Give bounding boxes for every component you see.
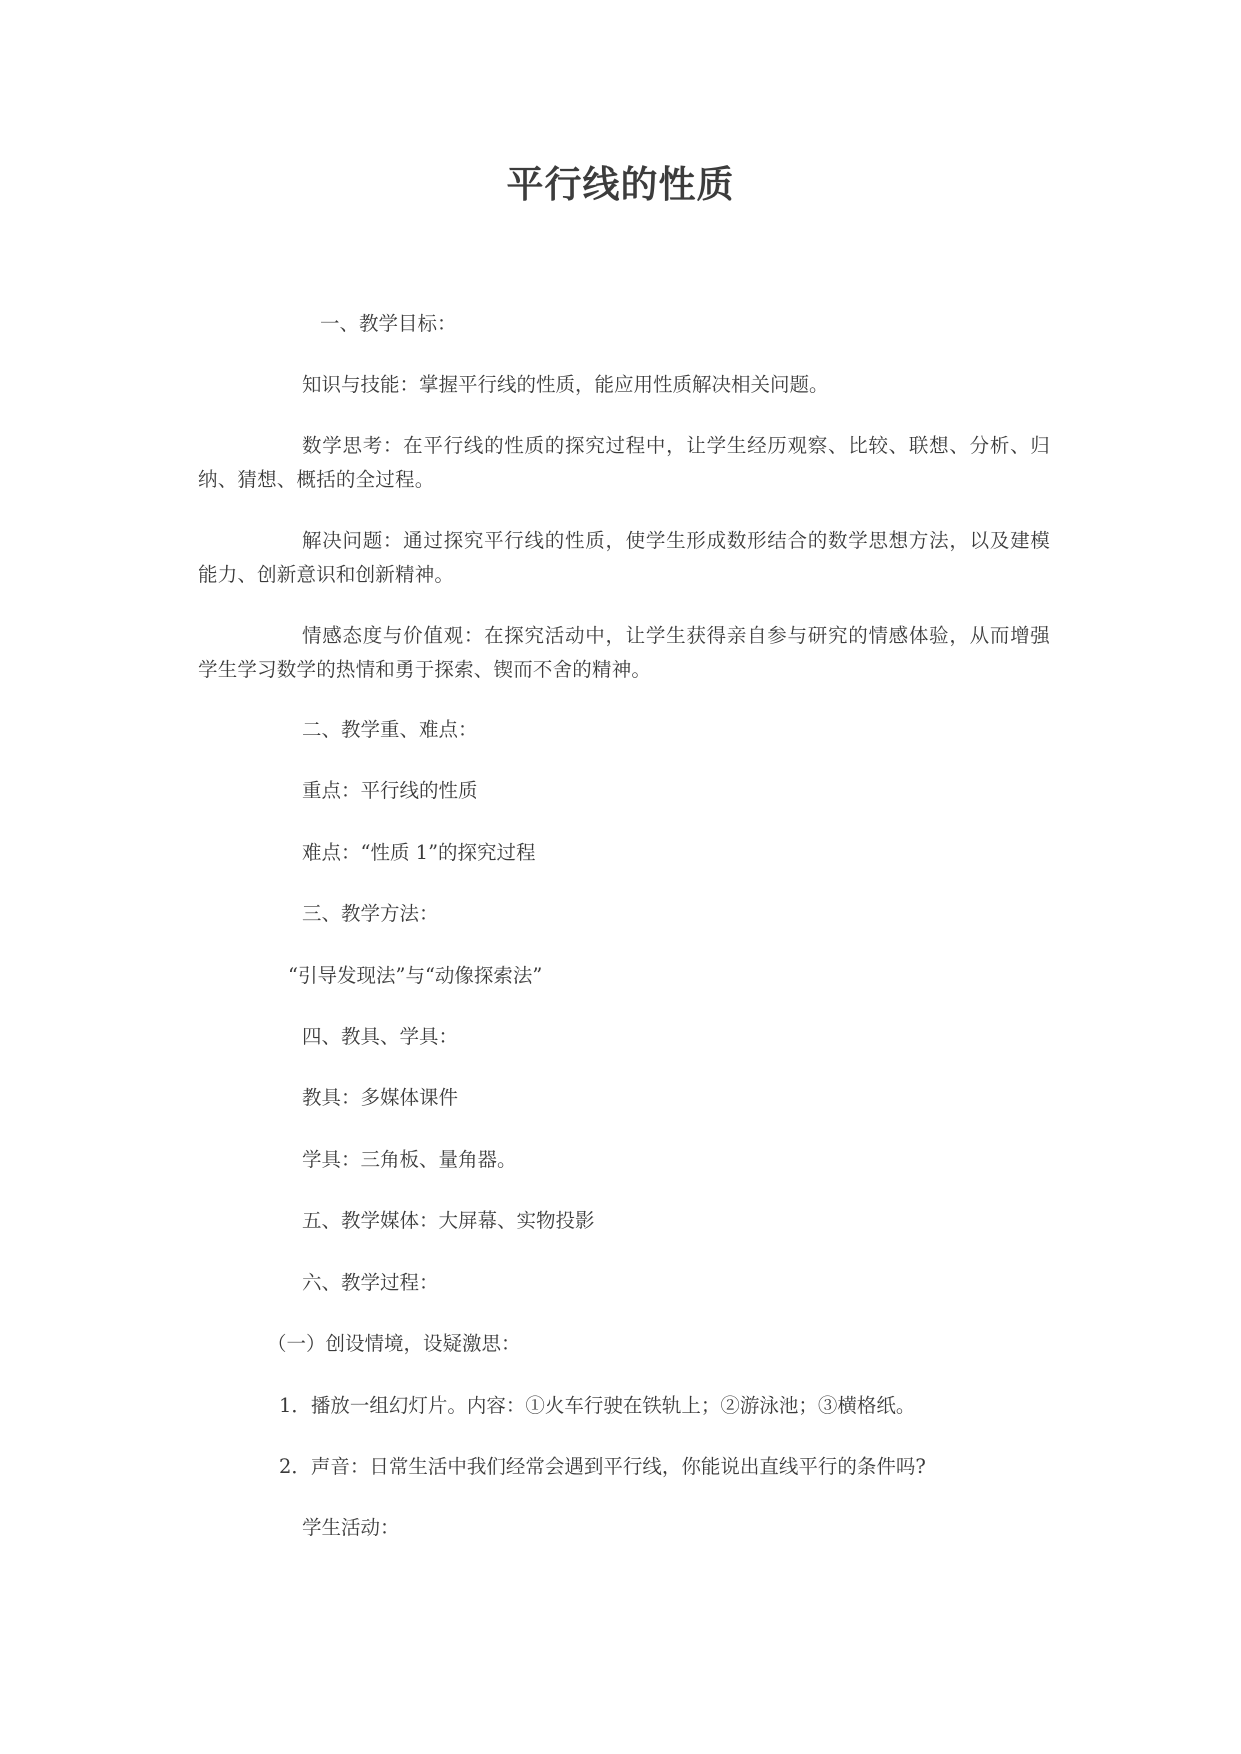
paragraph-problem-solving: 解决问题：通过探究平行线的性质，使学生形成数形结合的数学思想方法，以及建模能力、创新意识和创新精神。 — [198, 529, 1050, 586]
paragraph-emotional-attitude: 情感态度与价值观：在探究活动中，让学生获得亲自参与研究的情感体验，从而增强学生学习数学的热情和勇于探索、锲而不舍的精神。 — [198, 624, 1050, 681]
section-heading-objectives: 一、教学目标： — [320, 312, 457, 335]
list-item-audio: 2．声音：日常生活中我们经常会遇到平行线，你能说出直线平行的条件吗? — [279, 1455, 926, 1478]
document-title: 平行线的性质 — [506, 162, 735, 206]
section-heading-methods: 三、教学方法： — [302, 902, 439, 925]
paragraph-difficult-point: 难点：“性质 1”的探究过程 — [302, 841, 536, 864]
paragraph-teaching-tools: 教具：多媒体课件 — [302, 1086, 459, 1109]
paragraph-teaching-method: “引导发现法”与“动像探索法” — [288, 964, 543, 987]
subsection-heading-scenario: （一）创设情境，设疑激思： — [267, 1332, 521, 1355]
paragraph-learning-tools: 学具：三角板、量角器。 — [302, 1148, 517, 1171]
section-heading-key-points: 二、教学重、难点： — [302, 718, 478, 741]
list-item-slides: 1．播放一组幻灯片。内容：①火车行驶在铁轨上；②游泳池；③横格纸。 — [279, 1394, 916, 1417]
paragraph-key-point: 重点：平行线的性质 — [302, 779, 478, 802]
paragraph-student-activity: 学生活动： — [302, 1516, 400, 1539]
section-heading-tools: 四、教具、学具： — [302, 1025, 459, 1048]
section-heading-process: 六、教学过程： — [302, 1271, 439, 1294]
paragraph-math-thinking: 数学思考：在平行线的性质的探究过程中，让学生经历观察、比较、联想、分析、归纳、猜想、概括的全过程。 — [198, 434, 1050, 491]
section-heading-media: 五、教学媒体：大屏幕、实物投影 — [302, 1209, 595, 1232]
paragraph-knowledge-skills: 知识与技能：掌握平行线的性质，能应用性质解决相关问题。 — [302, 373, 829, 396]
